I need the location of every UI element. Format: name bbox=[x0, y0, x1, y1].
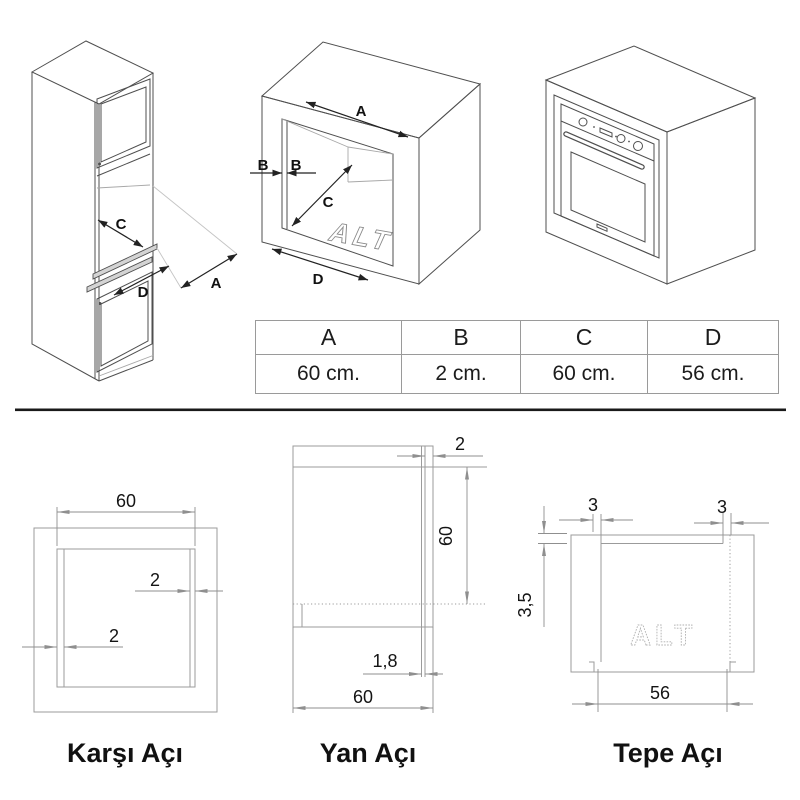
table-value-d: 56 cm. bbox=[648, 355, 779, 394]
side-height-dim: 60 bbox=[436, 525, 456, 547]
top-gap-left-dim: 3 bbox=[587, 495, 599, 515]
dimension-table-header-row bbox=[256, 321, 779, 355]
table-value-b: 2 cm. bbox=[402, 355, 521, 394]
top-view-drawing bbox=[515, 495, 769, 768]
top-width-dim: 56 bbox=[649, 683, 671, 703]
panel-dot bbox=[615, 136, 617, 138]
top-gap-right-dim: 3 bbox=[716, 497, 728, 517]
dim-label-d: D bbox=[137, 284, 149, 301]
table-header-c: C bbox=[521, 321, 648, 355]
table-header-d: D bbox=[648, 321, 779, 355]
dim-label-a: A bbox=[210, 275, 222, 292]
alt-embossed-text: ALT bbox=[324, 216, 399, 257]
alt-dotted-text: ALT bbox=[630, 620, 697, 652]
side-view-drawing bbox=[293, 434, 487, 768]
oven-display bbox=[600, 128, 612, 137]
top-view-title: Tepe Açı bbox=[613, 738, 723, 768]
dim-label-b-left: B bbox=[257, 157, 269, 174]
panel-dot bbox=[628, 141, 630, 143]
oven-knob bbox=[634, 142, 643, 151]
front-view-drawing bbox=[22, 491, 223, 768]
front-left-gap-dim: 2 bbox=[108, 626, 120, 646]
dimension-table bbox=[255, 320, 779, 394]
panel-dot bbox=[593, 126, 595, 128]
side-view-title: Yan Açı bbox=[319, 738, 417, 768]
top-depth-dim: 3,5 bbox=[515, 592, 535, 618]
table-header-b: B bbox=[402, 321, 521, 355]
niche-cutout-isometric-drawing bbox=[250, 42, 480, 288]
side-top-gap-dim: 2 bbox=[454, 434, 466, 454]
oven-knob bbox=[617, 135, 625, 143]
dim-label-a: A bbox=[355, 103, 367, 120]
dimension-table-value-row bbox=[256, 355, 779, 394]
dim-label-c: C bbox=[322, 194, 334, 211]
dim-label-b-right: B bbox=[290, 157, 302, 174]
section-separator-rule bbox=[15, 409, 786, 412]
oven-knob bbox=[579, 118, 587, 126]
door-knob-dot bbox=[98, 163, 101, 166]
dim-label-c: C bbox=[115, 216, 127, 233]
oven-cabinet-isometric-drawing bbox=[546, 46, 755, 284]
front-right-gap-dim: 2 bbox=[149, 570, 161, 590]
tall-cabinet-isometric-drawing bbox=[32, 41, 237, 381]
front-width-dim: 60 bbox=[115, 491, 137, 511]
dim-label-d: D bbox=[312, 271, 324, 288]
table-value-a: 60 cm. bbox=[256, 355, 402, 394]
side-bottom-dim: 60 bbox=[352, 687, 374, 707]
front-view-title: Karşı Açı bbox=[66, 738, 184, 768]
table-header-a: A bbox=[256, 321, 402, 355]
side-panel-dim: 1,8 bbox=[372, 651, 398, 671]
door-knob-dot bbox=[99, 302, 102, 305]
table-value-c: 60 cm. bbox=[521, 355, 648, 394]
